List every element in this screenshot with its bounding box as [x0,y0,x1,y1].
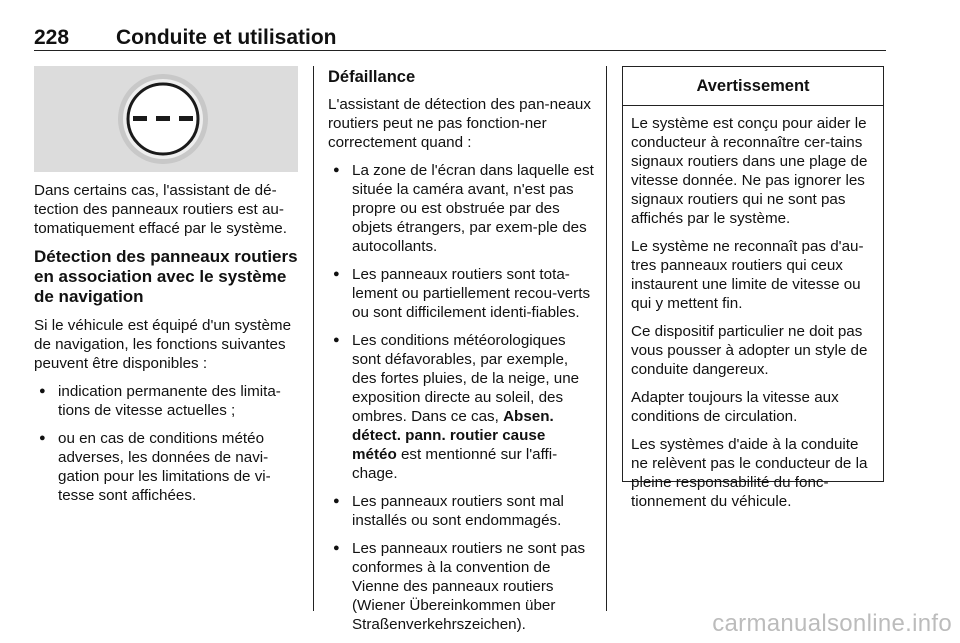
list-item [328,331,594,483]
warning-paragraph: Ce dispositif particulier ne doit pas vous pousser à adopter un style de conduite dangereux. [631,323,868,378]
warning-title: Avertissement [623,67,883,106]
malfunction-intro: L'assistant de détection des pan-neaux routiers peut ne pas fonction-ner correctement quand : [328,96,591,151]
malfunction-heading: Défaillance [328,68,416,86]
malfunction-bullet-list [328,161,594,634]
left-column [34,181,300,514]
list-item: ● Les panneaux routiers ne sont pas conformes à la convention de Vienne des panneaux routiers (Wiener Übereinkommen über Straßenverkehrszeichen). [328,539,594,634]
warning-paragraph: Les systèmes d'aide à la conduite ne relèvent pas le conducteur de la pleine responsabilité du fonc-tionnement du véhicule. [631,436,868,510]
column-divider-right [606,66,607,611]
intro-paragraph: Dans certains cas, l'assistant de dé-tection des panneaux routiers est au-tomatiquement effacé par le système. [34,182,287,237]
navigation-paragraph: Si le véhicule est équipé d'un système de navigation, les fonctions suivantes peuvent être disponibles : [34,317,292,372]
navigation-bullet-list [34,382,300,505]
warning-paragraph: Le système est conçu pour aider le conducteur à reconnaître cer-tains signaux routiers dans une plage de vitesse donnée. Ne pas ignorer les signaux routiers qui ne sont pas affichés par le système. [631,115,868,227]
list-item: ● Les panneaux routiers sont tota-lement ou partiellement recou-verts ou sont difficilement identi-fiables. [328,265,594,322]
warning-body [623,106,883,511]
deactivated-speed-limit-sign-icon [34,66,298,172]
warning-paragraph: Le système ne reconnaît pas d'au-tres panneaux routiers qui ceux instaurent une limite de vitesse ou qui y mettent fin. [631,238,864,312]
middle-column [328,68,594,643]
column-divider-left [313,66,314,611]
header-rule [34,50,886,51]
page-header [34,26,886,52]
bullet-text: Les conditions météorologiques sont défavorables, par exemple, des fortes pluies, de la neige, une exposition directe au soleil, des ombres. Dans ce cas, [352,332,580,425]
warning-box [622,66,884,510]
display-message: Absen. détect. pann. routier cause météo [352,408,554,463]
chapter-title: Conduite et utilisation [116,26,337,49]
watermark: carmanualsonline.info [712,610,952,637]
page-number: 228 [34,26,70,49]
list-item: ● ou en cas de conditions météo adverses, les données de navi-gation pour les limitations de vi-tesse sont affichées. [34,429,300,505]
navigation-section-heading: Détection des panneaux routiers en association avec le système de navigation [34,247,298,306]
list-item: ● Les panneaux routiers sont mal installés ou sont endommagés. [328,492,594,530]
list-item: ● indication permanente des limita-tions de vitesse actuelles ; [34,382,300,420]
sign-illustration [34,66,298,172]
list-item: ● La zone de l'écran dans laquelle est située la caméra avant, n'est pas propre ou est obstruée par des objets étrangers, par exem-ple des autocollants. [328,161,594,256]
warning-paragraph: Adapter toujours la vitesse aux conditions de circulation. [631,389,839,425]
bullet-text: est mentionné sur l'affi-chage. [352,446,558,482]
